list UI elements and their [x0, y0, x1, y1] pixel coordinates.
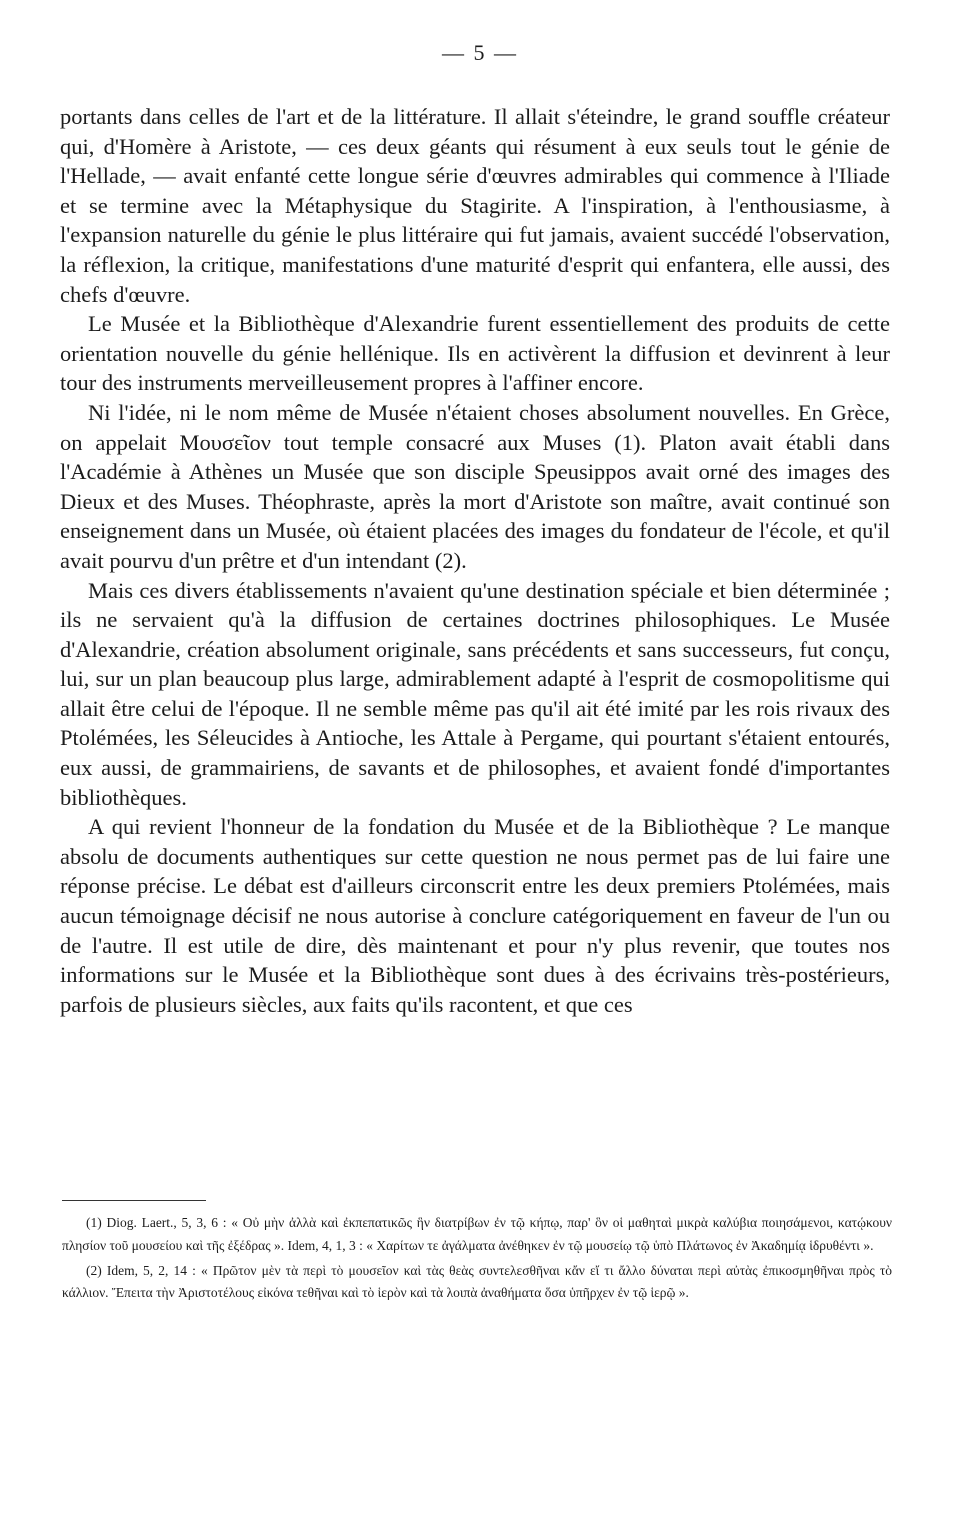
footnote-separator: [62, 1200, 206, 1201]
main-text: [60, 102, 890, 1019]
paragraph: A qui revient l'honneur de la fondation du Musée et de la Bibliothèque ? Le manque absolu de documents authentiques sur cette question ne nous permet pas de lui faire une réponse précise. Le débat est d'ailleurs circonscrit entre les deux premiers Ptolémées, mais aucun témoignage décisif ne nous autorise à conclure catégoriquement en faveur de l'un ou de l'autre. Il est utile de dire, dès maintenant et pour n'y plus revenir, que toutes nos informations sur le Musée et la Bibliothèque sont dues à des écrivains très-postérieurs, parfois de plusieurs siècles, aux faits qu'ils racontent, et que ces: [60, 814, 890, 1017]
footnote: (2) Idem, 5, 2, 14 : « Πρῶτον μὲν τὰ περὶ τὸ μουσεῖον καὶ τὰς θεὰς συντελεσθῆναι κἄν εἴ τι ἄλλο δύναται περὶ αὐτὰς ἐπικοσμηθῆναι πρὸς τὸ κάλλιον. Ἔπειτα τὴν Ἀριστοτέλους εἰκόνα τεθῆναι καὶ τὸ ἱερὸν καὶ τὰ λοιπὰ ἀναθήματα ὅσα ὑπῆρχεν ἐν τῷ ἱερῷ ».: [62, 1262, 892, 1301]
paragraph: Mais ces divers établissements n'avaient qu'une destination spéciale et bien déterminée ; ils ne servaient qu'à la diffusion de certaines doctrines philosophiques. Le Musée d'Alexandrie, création absolument originale, sans précédents et sans successeurs, fut conçu, lui, sur un plan beaucoup plus large, admirablement adapté à l'esprit de cosmopolitisme qui allait être celui de l'époque. Il ne semble même pas qu'il ait été imité par les rois rivaux des Ptolémées, les Séleucides à Antioche, les Attale à Pergame, qui pourtant s'étaient entourés, eux aussi, de grammairiens, de savants et de philosophes, et avaient fondé d'importantes bibliothèques.: [60, 577, 890, 810]
footnotes: [62, 1212, 892, 1307]
paragraph: Ni l'idée, ni le nom même de Musée n'étaient choses absolument nouvelles. En Grèce, on appelait Μουσεῖον tout temple consacré aux Muses (1). Platon avait établi dans l'Académie à Athènes un Musée que son disciple Speusippos avait orné des images des Dieux et des Muses. Théophraste, après la mort d'Aristote son maître, avait continué son enseignement dans un Musée, où étaient placées des images du fondateur de l'école, et qu'il avait pourvu d'un prêtre et d'un intendant (2).: [60, 399, 890, 573]
footnote: (1) Diog. Laert., 5, 3, 6 : « Οὐ μὴν ἀλλὰ καὶ ἐκπεπατικῶς ἣν διατρίβων ἐν τῷ κήπῳ, παρ' ὃν οἱ μαθηταὶ μικρὰ καλύβια ποιησάμενοι, κατῴκουν πλησίον τοῦ μουσείου καὶ τῆς ἐξέδρας ». Idem, 4, 1, 3 : « Χαρίτων τε ἀγάλματα ἀνέθηκεν ἐν τῷ μουσείῳ τῷ ὑπὸ Πλάτωνος ἐν Ἀκαδημίᾳ ἱδρυθέντι ».: [62, 1215, 892, 1253]
paragraph: Le Musée et la Bibliothèque d'Alexandrie furent essentiellement des produits de cette orientation nouvelle du génie hellénique. Ils en activèrent la diffusion et devinrent à leur tour des instruments merveilleusement propres à l'affiner encore.: [60, 311, 890, 396]
page-number: — 5 —: [442, 40, 518, 65]
paragraph: portants dans celles de l'art et de la littérature. Il allait s'éteindre, le grand souffle créateur qui, d'Homère à Aristote, — ces deux géants qui résument à eux seuls tout le génie de l'Hellade, — avait enfanté cette longue série d'œuvres admirables qui commence à l'Iliade et se termine avec la Métaphysique du Stagirite. A l'inspiration, à l'enthousiasme, à l'expansion naturelle du génie le plus littéraire qui fut jamais, avaient succédé l'observation, la réflexion, la critique, manifestations d'une maturité d'esprit qui enfantera, elle aussi, des chefs d'œuvre.: [60, 104, 890, 307]
